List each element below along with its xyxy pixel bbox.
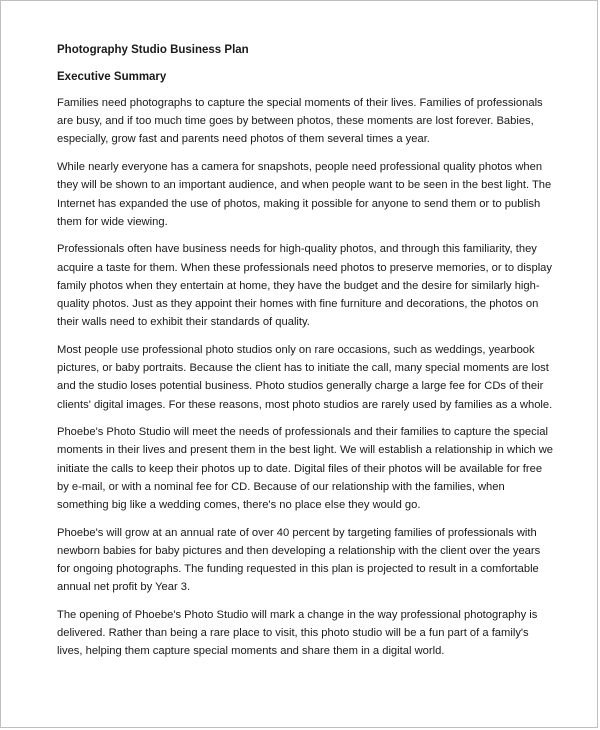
paragraph-2: While nearly everyone has a camera for snapshots, people need professional quality photos when they will be shown to an important audience, and when people want to be seen in the best light. The Internet has expanded the use of photos, making it possible for anyone to send them or to publish them for wide viewing. (57, 161, 552, 228)
paragraph-4: Most people use professional photo studios only on rare occasions, such as weddings, yearbook pictures, or baby portraits. Because the client has to initiate the call, many special moments are lost and the studio loses potential business. Photo studios generally charge a large fee for CDs of their clients' digital images. For these reasons, most photo studios are rarely used by families as a whole. (57, 343, 553, 411)
paragraph-7: The opening of Phoebe's Photo Studio will mark a change in the way professional photography is delivered. Rather than being a rare place to visit, this photo studio will be a fun part of a family's lives, helping them capture special moments and share them in a digital world. (57, 609, 538, 658)
paragraph-3: Professionals often have business needs for high-quality photos, and through this familiarity, they acquire a taste for them. When these professionals need photos to preserve memories, or to display family photos when they entertain at home, they have the budget and the desire for similarly high-quality photos. Just as they appoint their homes with fine furniture and decorations, the photos on their walls need to exhibit their standards of quality. (57, 243, 552, 329)
paragraph-5: Phoebe's Photo Studio will meet the needs of professionals and their families to capture the special moments in their lives and present them in the best light. We will establish a relationship in which we initiate the calls to keep their photos up to date. Digital files of their photos will be available for free by e-mail, or with a nominal fee for CD. Because of our relationship with the families, when something big like a wedding comes, there's no place else they would go. (57, 426, 554, 512)
document-title: Photography Studio Business Plan (57, 44, 249, 56)
paragraph-6: Phoebe's will grow at an annual rate of over 40 percent by targeting families of professionals with newborn babies for baby pictures and then developing a relationship with the client over the years for ongoing photographs. The funding requested in this plan is projected to result in a comfortable annual net profit by Year 3. (57, 526, 541, 594)
document-content (57, 41, 553, 670)
section-heading-executive-summary: Executive Summary (57, 71, 167, 83)
paragraph-1: Families need photographs to capture the special moments of their lives. Families of professionals are busy, and if too much time goes by between photos, these moments are lost forever. Babies, especially, grow fast and parents need photos of them several times a year. (57, 97, 543, 146)
